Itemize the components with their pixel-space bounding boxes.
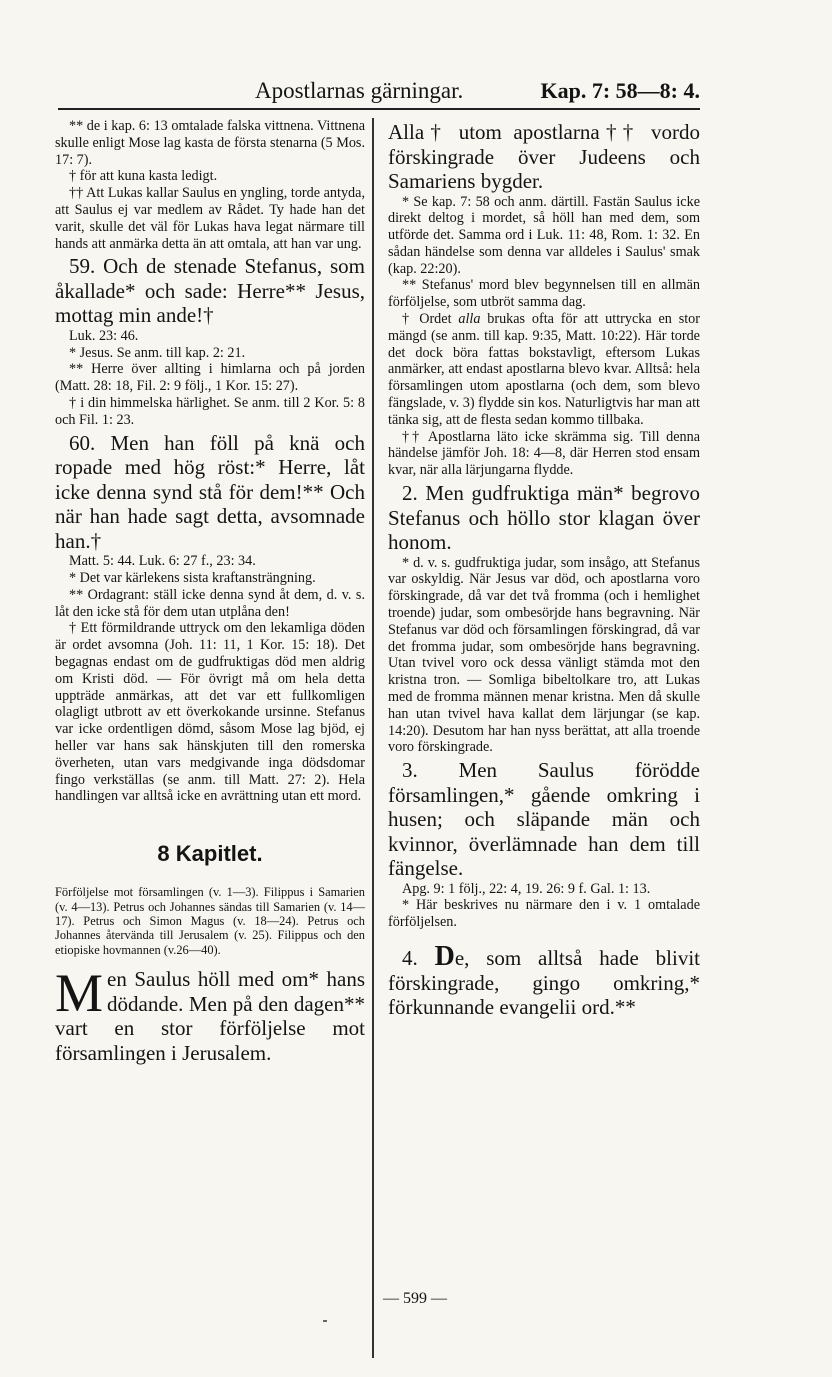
- page-number: — 599 —: [383, 1290, 447, 1307]
- footnote: * Det var kärlekens sista kraftansträngning.: [69, 569, 316, 586]
- header-rule: [58, 108, 700, 110]
- verse-1-text: en Saulus höll med om* hans dödande. Men på den dagen** vart en stor förföljelse mot församlingen i Jerusalem.: [55, 967, 365, 1065]
- running-header: [55, 78, 700, 108]
- drop-cap: M: [55, 963, 104, 1024]
- verse-cross-reference: Luk. 23: 46.: [69, 327, 139, 344]
- footnote: † Ordet alla brukas ofta för att uttrycka en stor mängd (se anm. till kap. 9:35, Matt. 10:22). Här torde det dock böra fattas bokstavligt, eftersom Lukas anmärker, att endast apostlarna blevo kvar. Alltså: hela församlingen utom apostlarna (och dem, som blevo fängslade, v. 3) flydde sin kos. Naturligtvis har man att tänka sig, att de flesta sedan kommo tillbaka.: [388, 311, 700, 428]
- chapter-summary: Förföljelse mot församlingen (v. 1—3). Filippus i Samarien (v. 4—13). Petrus och Johannes sändas till Samarien (v. 14—17). Petrus och Simon Magus (v. 18—24). Petrus och Johannes återvända till Jerusalem (v. 25). Filippus och den etiopiske hovmannen (v.26—40).: [55, 885, 365, 957]
- chapter-reference: Kap. 7: 58—8: 4.: [540, 78, 700, 103]
- right-column: [388, 118, 700, 1020]
- verse-60: 60. Men han föll på knä och ropade med hög röst:* Herre, låt icke denna synd stå för dem!** Och när han hade sagt detta, avsomnade han.†: [55, 430, 365, 553]
- footnote: ** Stefanus' mord blev begynnelsen till en allmän förföljelse, som utbröt samma dag.: [388, 277, 700, 311]
- verse-3: 3. Men Saulus förödde församlingen,* gående omkring i husen; och släpande män och kvinnor, överlämnade han dem till fängelse.: [388, 758, 700, 881]
- column-divider: [372, 118, 374, 1358]
- footnote: ** Herre över allting i himlarna och på jorden (Matt. 28: 18, Fil. 2: 9 följ., 1 Kor. 15: 27).: [55, 361, 365, 395]
- footnote: * d. v. s. gudfruktiga judar, som insågo, att Stefanus var oskyldig. När Jesus var död, och apostlarna voro förskingrade, då var det två fromma (och i hemlighet troende) judar, som ombesörjde hans begravning. När Stefanus var död och församlingen förskingrad, då var det fromma judar, som ombesörjde hans begravning. Utan tvivel voro ock dessa vänligt stämda mot den kristna tron. — Somliga bibeltolkare tro, att Lukas med de fromma männen menar kristna. Men då skulle han utan tvivel hava kallat dem lärjungar (se kap. 14:20). Desutom har han nyss berättat, att alla troende voro förskingrade.: [388, 554, 700, 756]
- footnote: † i din himmelska härlighet. Se anm. till 2 Kor. 5: 8 och Fil. 1: 23.: [55, 395, 365, 428]
- verse-cross-reference: Apg. 9: 1 följ., 22: 4, 19. 26: 9 f. Gal. 1: 13.: [402, 880, 651, 897]
- emphasized-word: alla: [458, 311, 481, 328]
- footnote: * Här beskrives nu närmare den i v. 1 omtalade förföljelsen.: [388, 897, 700, 931]
- footnote: ** Ordagrant: ställ icke denna synd åt dem, d. v. s. låt den icke stå för dem utan utplåna den!: [55, 586, 365, 620]
- footnote: * Jesus. Se anm. till kap. 2: 21.: [69, 344, 246, 361]
- footnote: †† Apostlarna läto icke skrämma sig. Till denna händelse jämför Joh. 18: 4—8, där Herren stod ensam kvar, när alla lärjungarna flydde.: [388, 428, 700, 479]
- left-column: [55, 118, 365, 1065]
- verse-59: 59. Och de stenade Stefanus, som åkallade* och sade: Herre** Jesus, mottag min ande!†: [55, 254, 365, 328]
- bold-initial: D: [434, 941, 455, 972]
- verse-1-continued: Alla† utom apostlarna†† vordo förskingrade över Judeens och Samariens bygder.: [388, 120, 700, 193]
- verse-4: 4. De, som alltså hade blivit förskingrade, gingo omkring,* förkunnande evangelii ord.**: [388, 941, 700, 1019]
- footnote: † Ett förmildrande uttryck om den lekamliga döden är ordet avsomna (Joh. 11: 11, 1 Kor. 15: 18). Det begagnas endast om de gudfruktigas död men aldrig om Kristi död. — För övrigt må om hela detta uppträde anmärkas, att det var ett fullkomligen olagligt utbrott av ett överkokande ursinne. Stefanus var icke ordentligen dömd, såsom Mose lag bjöd, ej heller var hans sak hänskjuten till den romerska överheten, utan vars medgivande inga dödsdomar fingo verkställas (se anm. till Matt. 27: 2). Hela handlingen var alltså icke en avrättning utan ett mord.: [55, 620, 365, 805]
- verse-2: 2. Men gudfruktiga män* begrovo Stefanus och höllo stor klagan över honom.: [388, 481, 700, 555]
- footnote: †† Att Lukas kallar Saulus en yngling, torde antyda, att Saulus ej var medlem av Rådet. Ty hade han det varit, skulle det väl för Lukas hava legat närmare till hands att anmärka detta än att omtala, att han var ung.: [55, 185, 365, 252]
- verse-cross-reference: Matt. 5: 44. Luk. 6: 27 f., 23: 34.: [69, 553, 256, 570]
- book-title: Apostlarnas gärningar.: [255, 78, 464, 103]
- chapter-heading: 8 Kapitlet.: [157, 841, 263, 867]
- footnote: † för att kuna kasta ledigt.: [69, 168, 218, 185]
- footnote: ** de i kap. 6: 13 omtalade falska vittnena. Vittnena skulle enligt Mose lag kasta de första stenarna (5 Mos. 17: 7).: [55, 118, 365, 168]
- print-speck: [323, 1320, 327, 1322]
- verse-1: [55, 963, 365, 1065]
- footnote: * Se kap. 7: 58 och anm. därtill. Fastän Saulus icke direkt deltog i mordet, så höll han med dem, som utförde det. Samma ord i Luk. 11: 48, Rom. 1: 32. En sådan händelse som denna var alldeles i Saulus' smak (kap. 22:20).: [388, 193, 700, 277]
